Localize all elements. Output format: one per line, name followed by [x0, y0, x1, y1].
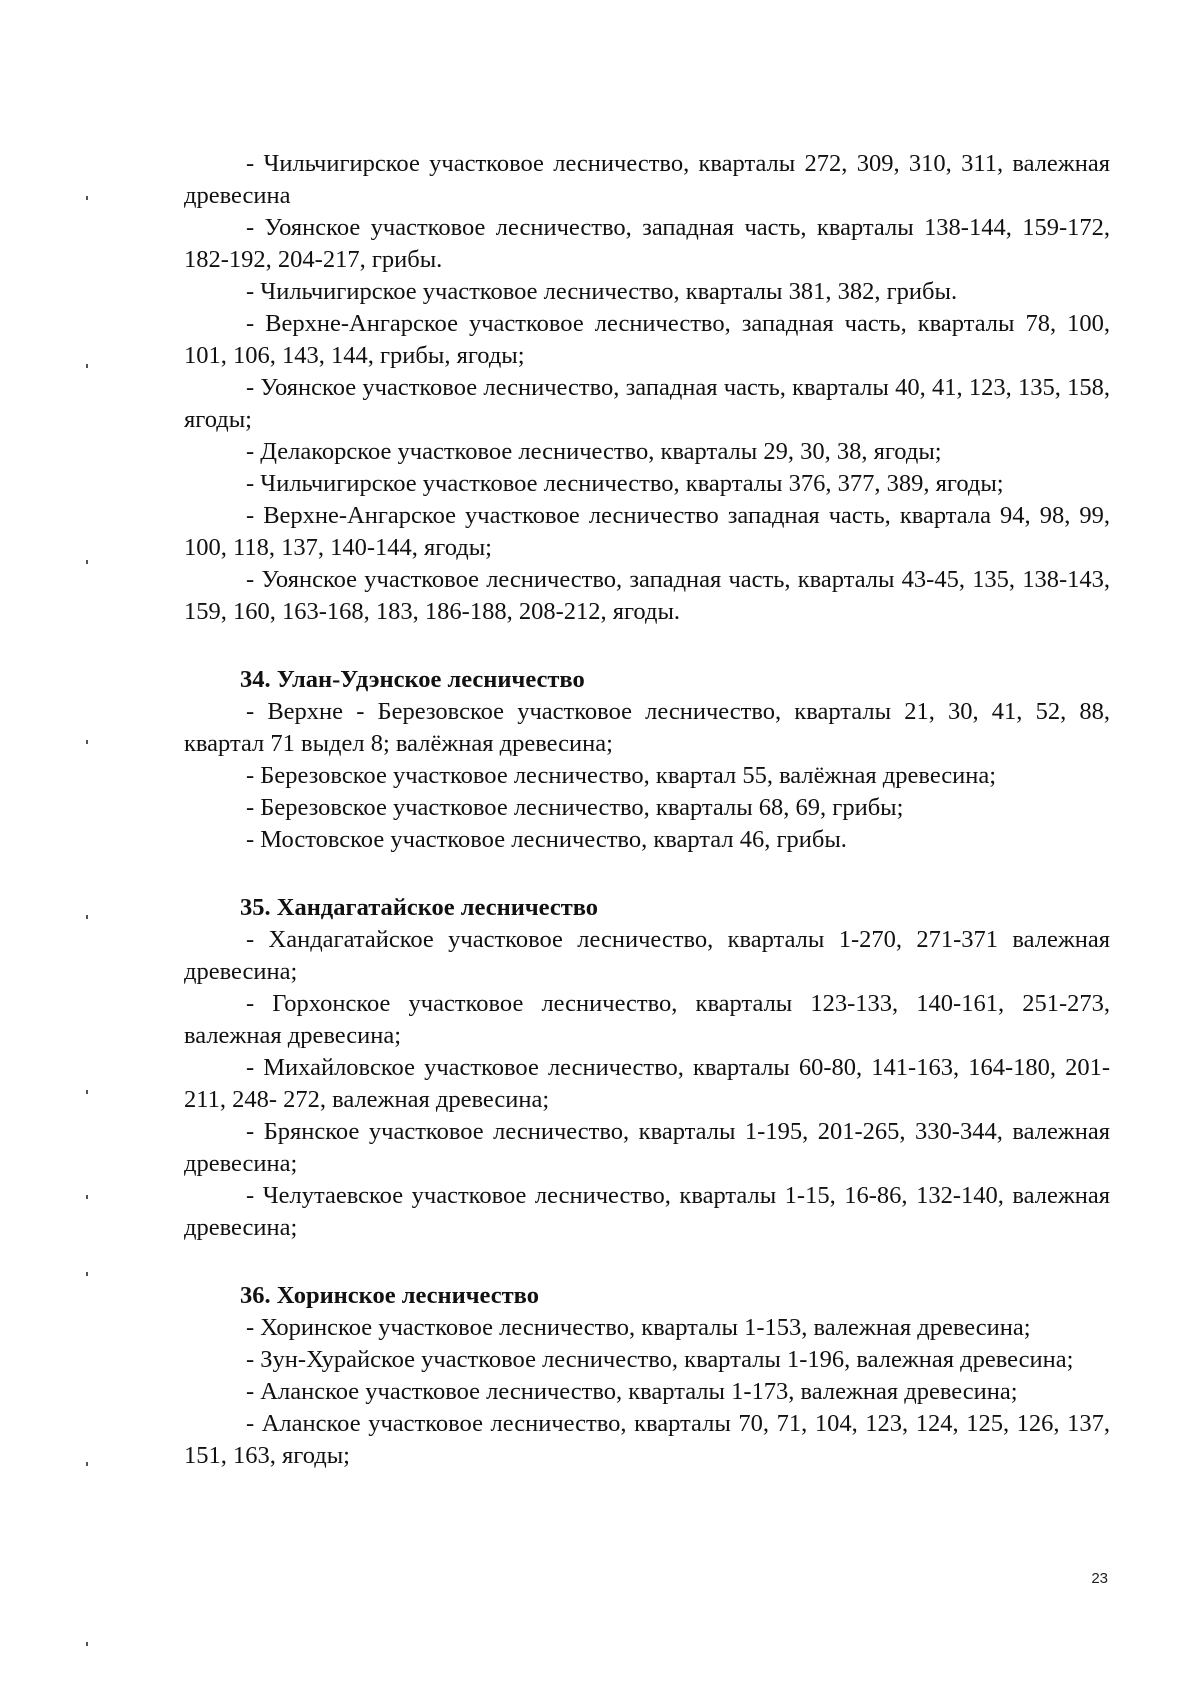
scan-speck [86, 1195, 88, 1199]
list-item: - Зун-Хурайское участковое лесничество, кварталы 1-196, валежная древесина; [246, 1346, 1074, 1373]
list-item: - Уоянское участковое лесничество, западная часть, кварталы 138-144, 159-172, 182-192, 204-217, грибы. [184, 214, 1110, 273]
list-item: - Хандагатайское участковое лесничество, кварталы 1-270, 271-371 валежная древесина; [184, 926, 1110, 985]
list-item: - Уоянское участковое лесничество, западная часть, кварталы 40, 41, 123, 135, 158, ягоды; [184, 374, 1110, 433]
list-item: - Хоринское участковое лесничество, кварталы 1-153, валежная древесина; [246, 1314, 1031, 1341]
page-number: 23 [1091, 1570, 1108, 1587]
list-item: - Уоянское участковое лесничество, западная часть, кварталы 43-45, 135, 138-143, 159, 160, 163-168, 183, 186-188, 208-212, ягоды. [184, 566, 1110, 625]
list-item: - Челутаевское участковое лесничество, кварталы 1-15, 16-86, 132-140, валежная древесина; [184, 1182, 1110, 1241]
scan-speck [86, 560, 88, 564]
list-item: - Чильчигирское участковое лесничество, кварталы 272, 309, 310, 311, валежная древесина [184, 150, 1110, 209]
section-heading: 34. Улан-Удэнское лесничество [240, 666, 585, 693]
list-item: - Мостовское участковое лесничество, квартал 46, грибы. [246, 826, 847, 853]
scan-speck [86, 196, 88, 200]
scan-speck [86, 1642, 88, 1646]
section-heading: 35. Хандагатайское лесничество [240, 894, 599, 921]
scan-speck [86, 1462, 88, 1466]
list-item: - Чильчигирское участковое лесничество, кварталы 376, 377, 389, ягоды; [246, 470, 1004, 497]
scan-speck [86, 1090, 88, 1094]
list-item: - Верхне - Березовское участковое лесничество, кварталы 21, 30, 41, 52, 88, квартал 71 выдел 8; валёжная древесина; [184, 698, 1110, 757]
list-item: - Михайловское участковое лесничество, кварталы 60-80, 141-163, 164-180, 201-211, 248- 272, валежная древесина; [184, 1054, 1110, 1113]
list-item: - Верхне-Ангарское участковое лесничество, западная часть, кварталы 78, 100, 101, 106, 143, 144, грибы, ягоды; [184, 310, 1110, 369]
list-item: - Березовское участковое лесничество, квартал 55, валёжная древесина; [246, 762, 997, 789]
section-heading: 36. Хоринское лесничество [240, 1282, 539, 1309]
list-item: - Верхне-Ангарское участковое лесничество западная часть, квартала 94, 98, 99, 100, 118, 137, 140-144, ягоды; [184, 502, 1110, 561]
list-item: - Чильчигирское участковое лесничество, кварталы 381, 382, грибы. [246, 278, 958, 305]
list-item: - Березовское участковое лесничество, кварталы 68, 69, грибы; [246, 794, 904, 821]
scan-speck [86, 915, 88, 919]
scan-speck [86, 1272, 88, 1276]
list-item: - Аланское участковое лесничество, кварталы 70, 71, 104, 123, 124, 125, 126, 137, 151, 163, ягоды; [184, 1410, 1110, 1469]
list-item: - Аланское участковое лесничество, кварталы 1-173, валежная древесина; [246, 1378, 1018, 1405]
list-item: - Делакорское участковое лесничество, кварталы 29, 30, 38, ягоды; [246, 438, 942, 465]
scan-speck [86, 364, 88, 368]
scan-speck [86, 740, 88, 744]
list-item: - Брянское участковое лесничество, кварталы 1-195, 201-265, 330-344, валежная древесина; [184, 1118, 1110, 1177]
list-item: - Горхонское участковое лесничество, кварталы 123-133, 140-161, 251-273, валежная древесина; [184, 990, 1110, 1049]
document-body [184, 148, 1110, 1472]
